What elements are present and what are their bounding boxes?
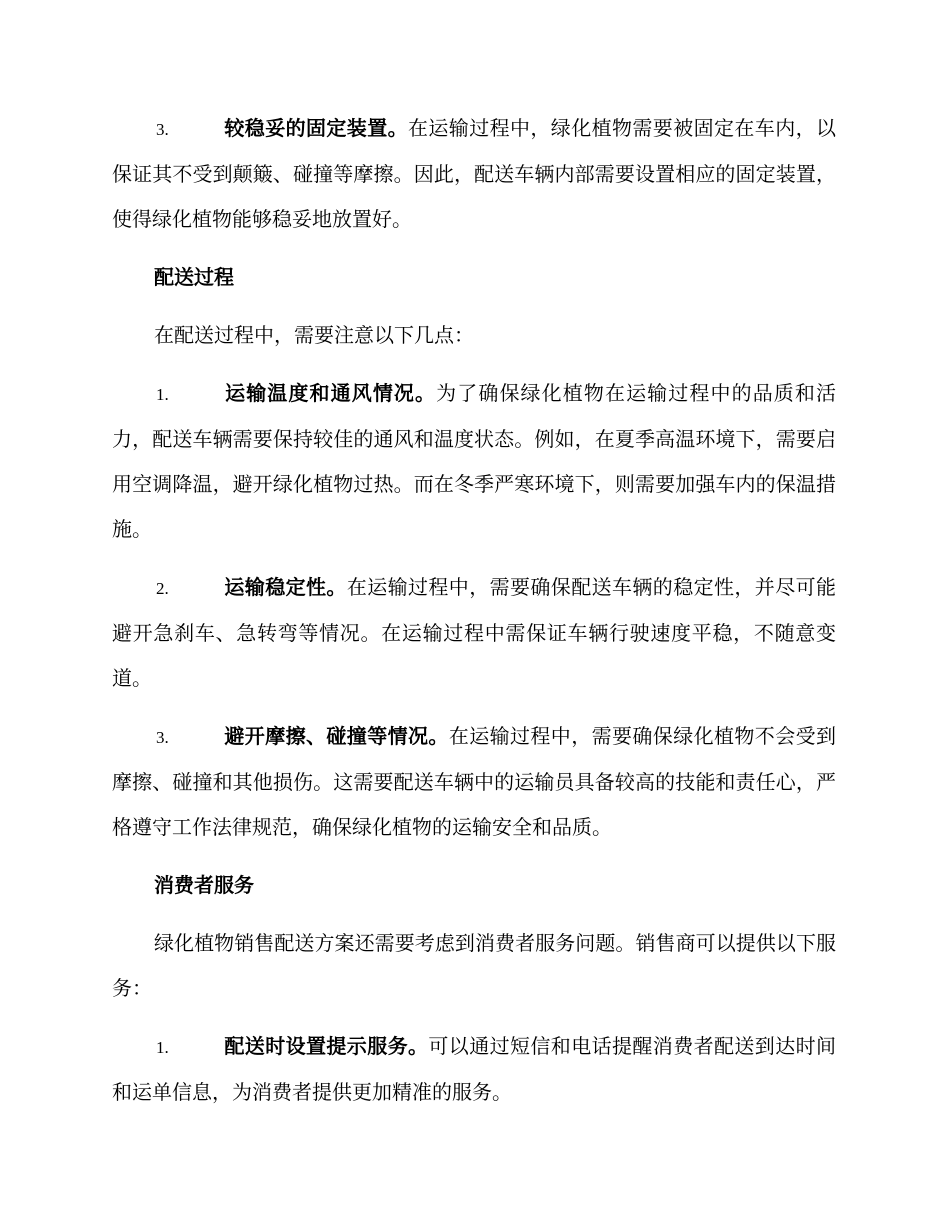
list-number: 3. [156,120,169,139]
list-item-lead: 避开摩擦、碰撞等情况。 [224,724,449,748]
list-item-lead: 较稳妥的固定装置。 [224,116,408,140]
list-number: 3. [156,728,169,747]
list-number: 2. [156,579,169,598]
document-page [112,106,836,1128]
list-item-text: 为了确保绿化植物在运输过程中的品质和活力，配送车辆需要保持较佳的通风和温度状态。例如，在夏季高温环境下，需要启用空调降温，避开绿化植物过热。而在冬季严寒环境下，则需要加强车内的保温措施。 [112,381,837,541]
list-item-lead: 运输稳定性。 [224,575,347,599]
list-item-delivery-reminder [112,1024,836,1115]
list-item-lead: 配送时设置提示服务。 [224,1034,429,1058]
section-heading-consumer-service: 消费者服务 [154,873,254,897]
list-item-temperature-ventilation [112,371,836,552]
list-item-stability [112,565,836,701]
list-number: 1. [156,385,169,404]
list-item-text: 在运输过程中，绿化植物需要被固定在车内，以保证其不受到颠簸、碰撞等摩擦。因此，配送车辆内部需要设置相应的固定装置，使得绿化植物能够稳妥地放置好。 [112,116,836,231]
list-item-lead: 运输温度和通风情况。 [224,381,437,405]
list-item-fixing-device [112,106,836,242]
list-number: 1. [156,1038,169,1057]
paragraph-delivery-intro: 在配送过程中，需要注意以下几点： [154,323,474,347]
list-item-text: 可以通过短信和电话提醒消费者配送到达时间和运单信息，为消费者提供更加精准的服务。 [112,1034,837,1104]
paragraph-service-intro: 绿化植物销售配送方案还需要考虑到消费者服务问题。销售商可以提供以下服务： [112,931,836,1000]
list-item-text: 在运输过程中，需要确保绿化植物不会受到摩擦、碰撞和其他损伤。这需要配送车辆中的运输员具备较高的技能和责任心，严格遵守工作法律规范，确保绿化植物的运输安全和品质。 [112,724,837,839]
list-item-avoid-friction [112,714,836,850]
list-item-text: 在运输过程中，需要确保配送车辆的稳定性，并尽可能避开急刹车、急转弯等情况。在运输过程中需保证车辆行驶速度平稳，不随意变道。 [112,575,837,690]
section-heading-delivery-process: 配送过程 [154,265,234,289]
